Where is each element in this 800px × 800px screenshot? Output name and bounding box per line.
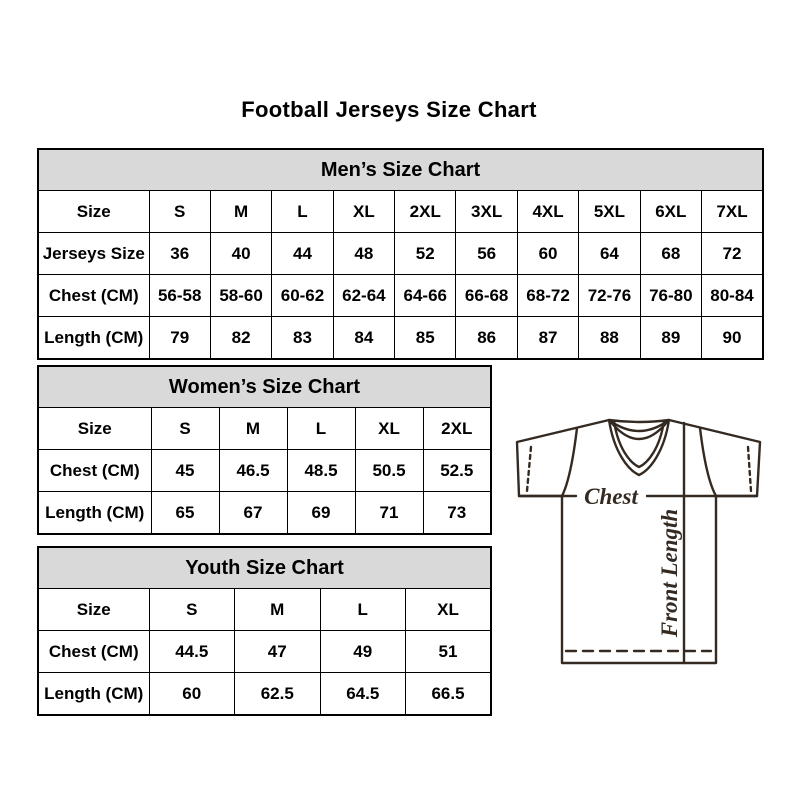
table-row [38,408,491,450]
row-label: Length (CM) [38,492,151,535]
cell-value: 49 [320,631,406,673]
cell-value: 36 [149,233,210,275]
table-row [38,233,763,275]
cell-value: 48 [333,233,394,275]
cell-value: 45 [151,450,219,492]
cell-value: L [287,408,355,450]
row-label: Length (CM) [38,317,149,360]
cell-value: 67 [219,492,287,535]
cell-value: M [219,408,287,450]
jersey-body [562,496,716,663]
cell-value: XL [333,191,394,233]
cell-value: 71 [355,492,423,535]
cell-value: 52.5 [423,450,491,492]
table-row [38,275,763,317]
cell-value: 62.5 [235,673,321,716]
table-row [38,317,763,360]
cell-value: 52 [395,233,456,275]
cell-value: 87 [517,317,578,360]
cell-value: 40 [210,233,271,275]
row-label: Size [38,191,149,233]
cell-value: 44 [272,233,333,275]
cell-value: 68 [640,233,701,275]
cell-value: L [320,589,406,631]
table-row [38,589,491,631]
row-label: Chest (CM) [38,631,149,673]
front-length-label: Front Length [657,508,682,638]
cell-value: 83 [272,317,333,360]
table-row [38,191,763,233]
row-label: Length (CM) [38,673,149,716]
cell-value: 89 [640,317,701,360]
row-label: Chest (CM) [38,275,149,317]
table-section-title: Men’s Size Chart [38,149,763,191]
womens-size-table [37,365,492,535]
table-row [38,492,491,535]
cell-value: 84 [333,317,394,360]
jersey-left-cuff-dash [527,447,531,491]
cell-value: 66.5 [406,673,492,716]
cell-value: 64-66 [395,275,456,317]
jersey-collar [609,420,669,475]
cell-value: 4XL [517,191,578,233]
chest-label: Chest [584,484,638,509]
cell-value: S [149,589,235,631]
cell-value: 86 [456,317,517,360]
cell-value: 73 [423,492,491,535]
cell-value: 3XL [456,191,517,233]
table-row [38,450,491,492]
cell-value: 90 [702,317,763,360]
cell-value: XL [406,589,492,631]
cell-value: 76-80 [640,275,701,317]
cell-value: 47 [235,631,321,673]
cell-value: 72-76 [579,275,640,317]
cell-value: 79 [149,317,210,360]
cell-value: 51 [406,631,492,673]
cell-value: XL [355,408,423,450]
mens-size-table [37,148,764,360]
cell-value: 50.5 [355,450,423,492]
row-label: Jerseys Size [38,233,149,275]
cell-value: 72 [702,233,763,275]
cell-value: 62-64 [333,275,394,317]
cell-value: 69 [287,492,355,535]
cell-value: 2XL [395,191,456,233]
cell-value: M [210,191,271,233]
cell-value: 6XL [640,191,701,233]
cell-value: 44.5 [149,631,235,673]
cell-value: S [151,408,219,450]
cell-value: 60 [517,233,578,275]
cell-value: 46.5 [219,450,287,492]
table-section-title: Women’s Size Chart [38,366,491,408]
table-row [38,673,491,716]
cell-value: S [149,191,210,233]
cell-value: 88 [579,317,640,360]
cell-value: 60 [149,673,235,716]
page-title: Football Jerseys Size Chart [241,97,537,122]
cell-value: 80-84 [702,275,763,317]
cell-value: 68-72 [517,275,578,317]
cell-value: 82 [210,317,271,360]
row-label: Size [38,589,149,631]
row-label: Size [38,408,151,450]
cell-value: 64 [579,233,640,275]
cell-value: 48.5 [287,450,355,492]
cell-value: 65 [151,492,219,535]
table-row [38,631,491,673]
cell-value: 64.5 [320,673,406,716]
youth-size-table [37,546,492,716]
jersey-measurement-diagram [493,400,785,678]
row-label: Chest (CM) [38,450,151,492]
cell-value: 60-62 [272,275,333,317]
cell-value: 85 [395,317,456,360]
cell-value: 66-68 [456,275,517,317]
cell-value: 58-60 [210,275,271,317]
cell-value: 2XL [423,408,491,450]
cell-value: 56 [456,233,517,275]
cell-value: L [272,191,333,233]
jersey-right-sleeve [669,420,760,496]
table-section-title: Youth Size Chart [38,547,491,589]
cell-value: 5XL [579,191,640,233]
cell-value: 56-58 [149,275,210,317]
cell-value: 7XL [702,191,763,233]
jersey-right-cuff-dash [748,447,751,491]
cell-value: M [235,589,321,631]
